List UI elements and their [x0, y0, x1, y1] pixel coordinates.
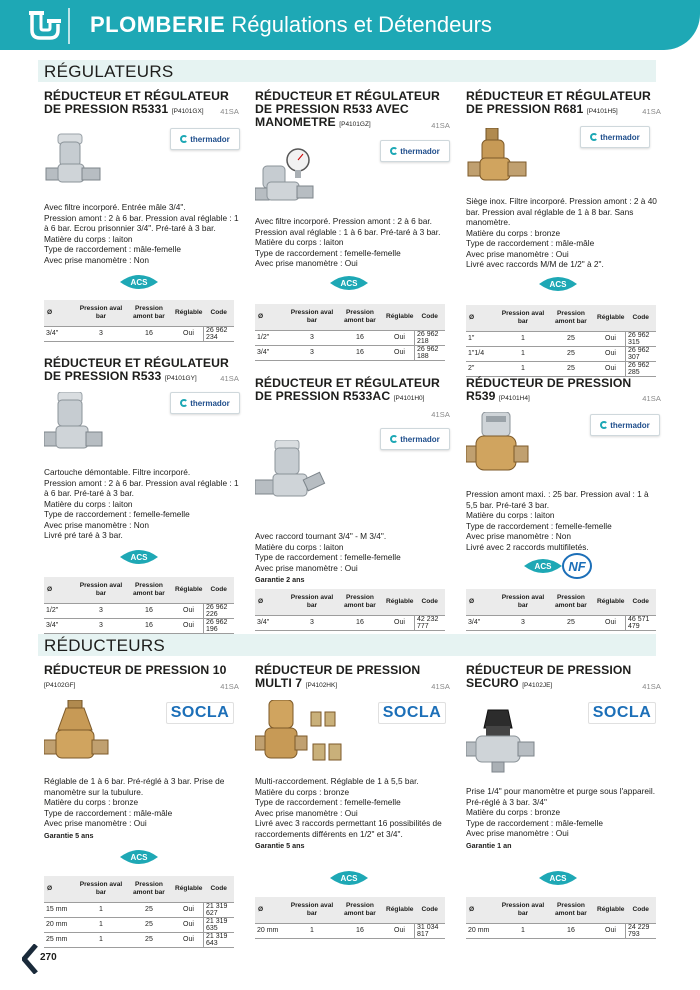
product-cat-code: 41SA: [431, 682, 450, 691]
product-desc-wrapper: [255, 214, 450, 269]
spec-table-r533-manometre: Ø Pression aval bar Pression amont bar Réglable Code 1/2" 3 16 Oui 26 962 218 3/4" 3 16 Oui 26 962 188: [255, 304, 445, 361]
svg-text:ACS: ACS: [130, 278, 148, 287]
guarantee-label: Garantie 1 an: [466, 840, 512, 850]
brand-logo-thermador: thermador: [380, 428, 450, 450]
table-row: 20 mm 1 25 Oui 21 319 635: [44, 917, 234, 932]
table-row: 3/4" 3 16 Oui 26 962 188: [255, 345, 445, 360]
page-number: 270: [40, 952, 57, 963]
table-row: 1/2" 3 16 Oui 26 962 226: [44, 603, 234, 618]
spec-table-r681: Ø Pression aval bar Pression amont bar Réglable Code 1" 1 25 Oui 26 962 315 1"1/4 1 25 Oui 26 962 307 2" 1 25 Oui 26 962 285: [466, 305, 656, 377]
brand-logo-socla: SOCLA: [378, 702, 446, 724]
product-r533: [44, 357, 239, 385]
table-row: 1/2" 3 16 Oui 26 962 218: [255, 330, 445, 345]
product-image-r5331: [44, 128, 114, 198]
spec-table-r539: Ø Pression aval bar Pression amont bar Réglable Code 3/4" 3 25 Oui 46 571 479: [466, 589, 656, 631]
product-title: RÉDUCTEUR ET RÉGULATEUR DE PRESSION R681 [P4101H5] 41SA: [466, 89, 661, 116]
svg-text:ACS: ACS: [549, 280, 567, 289]
product-desc-wrapper: [255, 774, 450, 852]
guarantee-label: Garantie 5 ans: [255, 841, 305, 850]
spec-table-r533: Ø Pression aval bar Pression amont bar Réglable Code 1/2" 3 16 Oui 26 962 226 3/4" 3 16 Oui 26 962 196: [44, 577, 234, 634]
product-image-r533ac: [255, 440, 335, 517]
product-description: Pression amont maxi. : 25 bar. Pression aval : 1 à 5,5 bar. Pré-taré 3 bar. Matière du corps : laiton Type de raccordement : femelle-femelle Avec prise manomètre : Non Livré avec 2 raccords multifiletés.: [466, 489, 649, 552]
svg-text:ACS: ACS: [340, 279, 358, 288]
product-cat-code: 41SA: [431, 121, 450, 130]
product-title: RÉDUCTEUR ET RÉGULATEUR DE PRESSION R533 AVEC MANOMETRE [P4101GZ] 41SA: [255, 89, 450, 130]
acs-badge: [328, 273, 370, 293]
product-cat-code: 41SA: [642, 107, 661, 116]
product-title: RÉDUCTEUR DE PRESSION MULTI 7 [P4102HK] 41SA: [255, 663, 450, 691]
product-title: RÉDUCTEUR ET RÉGULATEUR DE PRESSION R5331 [P4101GX] 41SA: [44, 89, 239, 116]
product-image-r533-manometre: [255, 148, 325, 215]
table-row: 15 mm 1 25 Oui 21 319 627: [44, 902, 234, 917]
product-r539: [466, 377, 661, 405]
product-description: Siège inox. Filtre incorporé. Pression amont : 2 à 40 bar. Pression aval réglable de 1 à 8 bar. Sans manomètre. Matière du corps : bronze Type de raccordement : mâle-mâle Avec prise manomètre : Oui Livré avec raccords M/M de 1/2" à 2".: [466, 196, 657, 269]
product-cat-code: 41SA: [642, 682, 661, 691]
product-description: Prise 1/4" pour manomètre et purge sous l'appareil. Pré-réglé à 3 bar. 3/4" Matière du corps : bronze Type de raccordement : mâle-femelle Avec prise manomètre : Oui: [466, 786, 656, 838]
svg-text:NF: NF: [568, 559, 586, 574]
page-title: PLOMBERIE Régulations et Détendeurs: [90, 12, 492, 37]
nf-certification-logo: [562, 553, 592, 577]
spec-table-r5331: Ø Pression aval bar Pression amont bar Réglable Code 3/4" 3 16 Oui 26 962 234: [44, 300, 234, 342]
brand-logo-thermador: thermador: [170, 392, 240, 414]
acs-badge: [118, 547, 160, 567]
product-description: Avec filtre incorporé. Pression amont : 2 à 6 bar. Pression aval réglable : 1 à 6 bar. Pré-taré à 3 bar. Matière du corps : laiton Type de raccordement : femelle-femelle Avec prise manomètre : Oui: [255, 216, 441, 268]
product-title: RÉDUCTEUR DE PRESSION SECURO [P4102JE] 41SA: [466, 663, 661, 691]
product-image-r539: [466, 412, 536, 483]
product-cat-code: 41SA: [431, 410, 450, 419]
table-row: 20 mm 1 16 Oui 24 229 793: [466, 923, 656, 938]
product-desc-wrapper: [44, 465, 239, 541]
guarantee-label: Garantie 2 ans: [255, 575, 305, 584]
brand-logo-thermador: thermador: [380, 140, 450, 162]
product-r5331: [44, 90, 239, 118]
acs-badge: [522, 556, 564, 576]
table-row: 1"1/4 1 25 Oui 26 962 307: [466, 346, 656, 361]
product-cat-code: 41SA: [220, 374, 239, 383]
table-row: 3/4" 3 16 Oui 26 962 234: [44, 326, 234, 341]
section-title-regulateurs: RÉGULATEURS: [44, 62, 174, 81]
product-description: Cartouche démontable. Filtre incorporé. Pression amont : 2 à 6 bar. Pression aval réglable : 1 à 6 bar. Pré-taré à 3 bar. Matière du corps : laiton Type de raccordement : femelle-femelle Avec prise manomètre : Non Livré pré taré à 3 bar.: [44, 467, 239, 540]
svg-text:ACS: ACS: [130, 553, 148, 562]
product-title: RÉDUCTEUR ET RÉGULATEUR DE PRESSION R533 [P4101GY] 41SA: [44, 356, 239, 383]
table-row: 2" 1 25 Oui 26 962 285: [466, 361, 656, 376]
svg-text:ACS: ACS: [534, 562, 552, 571]
section-band-regulateurs: [38, 60, 656, 82]
product-cat-code: 41SA: [642, 394, 661, 403]
product-image-r681: [466, 128, 536, 195]
product-desc-wrapper: [44, 200, 239, 265]
table-row: 25 mm 1 25 Oui 21 319 643: [44, 932, 234, 947]
plumbing-pipe-icon: [24, 8, 70, 44]
product-r533ac: [255, 376, 450, 419]
product-r533-manometre: [255, 90, 450, 131]
product-title: RÉDUCTEUR DE PRESSION 10 [P4102GF] 41SA: [44, 663, 239, 691]
product-image-r533: [44, 392, 114, 463]
svg-text:ACS: ACS: [549, 874, 567, 883]
product-multi-7: [255, 664, 450, 692]
page-header: [0, 0, 700, 50]
spec-table-r533ac: Ø Pression aval bar Pression amont bar Réglable Code 3/4" 3 16 Oui 42 232 777: [255, 589, 445, 631]
product-title: RÉDUCTEUR ET RÉGULATEUR DE PRESSION R533AC [P4101H0] 41SA: [255, 376, 450, 419]
table-row: 3/4" 3 16 Oui 42 232 777: [255, 615, 445, 630]
acs-badge: [328, 868, 370, 888]
brand-logo-thermador: thermador: [590, 414, 660, 436]
product-r681: [466, 90, 661, 118]
spec-table-multi-7: Ø Pression aval bar Pression amont bar Réglable Code 20 mm 1 16 Oui 31 034 817: [255, 897, 445, 939]
table-row: 3/4" 3 16 Oui 26 962 196: [44, 618, 234, 633]
brand-logo-thermador: thermador: [580, 126, 650, 148]
section-band-reducteurs: [38, 634, 656, 656]
product-description: Réglable de 1 à 6 bar. Pré-réglé à 3 bar. Prise de manomètre sur la tubulure. Matière du corps : bronze Type de raccordement : mâle-mâle Avec prise manomètre : Oui: [44, 776, 225, 828]
product-image-securo: [466, 700, 542, 785]
table-row: 20 mm 1 16 Oui 31 034 817: [255, 923, 445, 938]
product-title: RÉDUCTEUR DE PRESSION R539 [P4101H4] 41SA: [466, 376, 661, 403]
table-row: 3/4" 3 25 Oui 46 571 479: [466, 615, 656, 630]
spec-table-reducteur-10: Ø Pression aval bar Pression amont bar Réglable Code 15 mm 1 25 Oui 21 319 627 20 mm 1 25 Oui 21 319 635 25 mm 1 25 Oui 21 319 643: [44, 876, 234, 948]
product-reducteur-10: [44, 664, 239, 692]
guarantee-label: Garantie 5 ans: [44, 830, 94, 840]
spec-table-securo: Ø Pression aval bar Pression amont bar Réglable Code 20 mm 1 16 Oui 24 229 793: [466, 897, 656, 939]
product-description: Avec filtre incorporé. Entrée mâle 3/4". Pression amont : 2 à 6 bar. Pression aval réglable : 1 à 6 bar. Ecrou prisonnier 3/4". Pré-taré à 3 bar. Matière du corps : laiton Type de raccordement : mâle-femelle Avec prise manomètre : Non: [44, 202, 239, 265]
product-image-reducteur-10: [44, 700, 114, 775]
product-desc-wrapper: [466, 487, 661, 552]
brand-logo-socla: SOCLA: [588, 702, 656, 724]
product-desc-wrapper: [255, 529, 450, 586]
acs-badge: [118, 272, 160, 292]
product-description: Multi-raccordement. Réglable de 1 à 5,5 bar. Matière du corps : bronze Type de raccordement : femelle-femelle Avec prise manomètre : Oui Livré avec 3 raccords permettant 16 possibilités de raccordements différents en 1/2" et 3/4".: [255, 776, 442, 839]
product-description: Avec raccord tournant 3/4" - M 3/4". Matière du corps : laiton Type de raccordement : femelle-femelle Avec prise manomètre : Oui: [255, 531, 401, 573]
acs-badge: [537, 868, 579, 888]
svg-text:ACS: ACS: [130, 853, 148, 862]
section-title-reducteurs: RÉDUCTEURS: [44, 636, 166, 655]
brand-logo-socla: SOCLA: [166, 702, 234, 724]
acs-badge: [118, 847, 160, 867]
product-securo: [466, 664, 661, 692]
product-desc-wrapper: [466, 784, 661, 851]
svg-text:ACS: ACS: [340, 874, 358, 883]
product-desc-wrapper: [44, 774, 239, 841]
page-chevron-icon: [22, 944, 38, 979]
acs-badge: [537, 274, 579, 294]
product-cat-code: 41SA: [220, 682, 239, 691]
table-row: 1" 1 25 Oui 26 962 315: [466, 331, 656, 346]
brand-logo-thermador: thermador: [170, 128, 240, 150]
product-desc-wrapper: [466, 194, 661, 270]
product-cat-code: 41SA: [220, 107, 239, 116]
product-image-multi-7: [255, 700, 345, 777]
